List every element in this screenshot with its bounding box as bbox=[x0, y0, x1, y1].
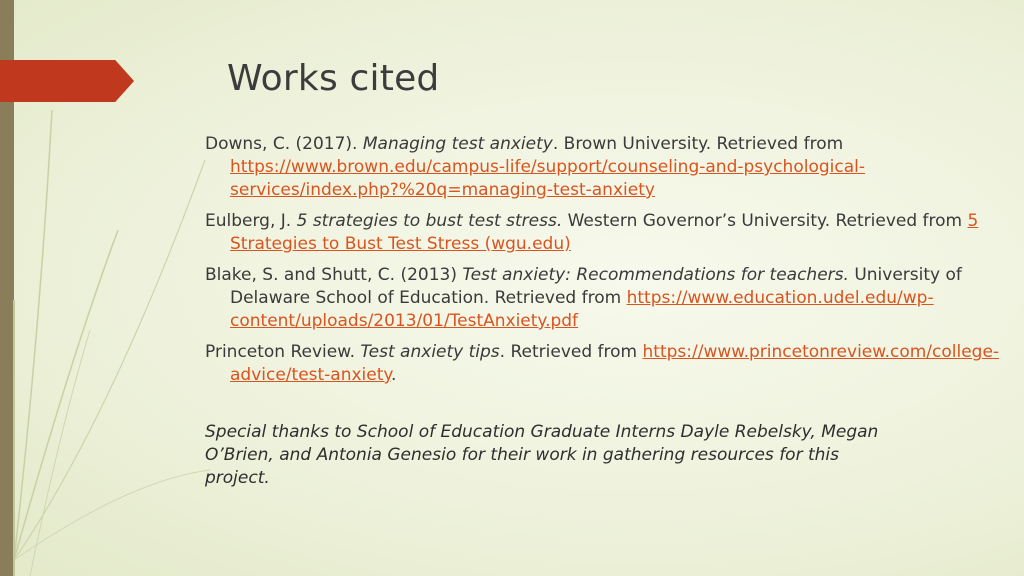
reference-source: . Retrieved from bbox=[499, 342, 643, 362]
title-accent-arrow bbox=[0, 60, 134, 102]
reference-title: 5 strategies to bust test stress. bbox=[296, 211, 563, 231]
reference-item bbox=[205, 341, 1005, 387]
reference-title: Managing test anxiety bbox=[362, 134, 553, 154]
references-list bbox=[205, 133, 1005, 507]
reference-link[interactable]: https://www.education.udel.edu/wp-content/uploads/2013/01/TestAnxiety.pdf bbox=[230, 288, 934, 331]
reference-source: . Brown University. Retrieved from bbox=[552, 134, 844, 154]
reference-item bbox=[205, 210, 1005, 256]
reference-link[interactable]: 5 Strategies to Bust Test Stress (wgu.edu) bbox=[230, 211, 979, 254]
reference-author: Princeton Review. bbox=[205, 342, 361, 362]
reference-source: Western Governor’s University. Retrieved from bbox=[562, 211, 968, 231]
reference-item bbox=[205, 264, 1005, 333]
reference-title: Test anxiety: Recommendations for teachers. bbox=[462, 265, 849, 285]
reference-title: Test anxiety tips bbox=[360, 342, 500, 362]
reference-author: Downs, C. (2017). bbox=[205, 134, 363, 154]
reference-link[interactable]: https://www.princetonreview.com/college-advice/test-anxiety bbox=[230, 342, 1000, 385]
reference-author: Eulberg, J. bbox=[205, 211, 297, 231]
reference-link[interactable]: https://www.brown.edu/campus-life/support/counseling-and-psychological-services/index.php?%20q=managing-test-anxiety bbox=[230, 157, 865, 200]
acknowledgement-text: Special thanks to School of Education Graduate Interns Dayle Rebelsky, Megan O’Brien, and Antonia Genesio for their work in gathering resources for this project. bbox=[205, 422, 879, 488]
reference-item bbox=[205, 133, 1005, 202]
page-title: Works cited bbox=[227, 58, 440, 99]
reference-author: Blake, S. and Shutt, C. (2013) bbox=[205, 265, 463, 285]
reference-source: University of Delaware School of Education. Retrieved from bbox=[230, 265, 962, 308]
reference-trailing: . bbox=[391, 365, 397, 385]
